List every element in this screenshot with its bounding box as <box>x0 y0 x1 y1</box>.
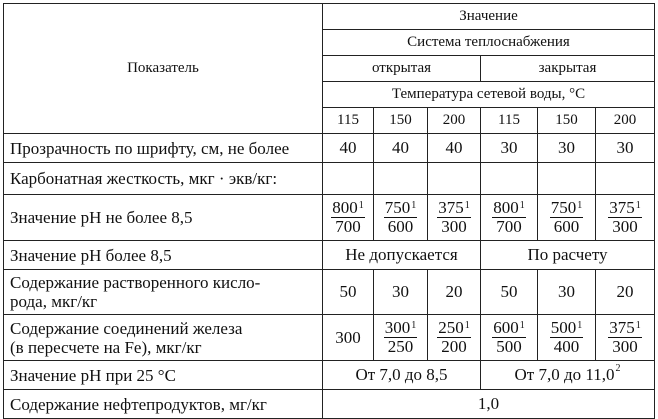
table-row-ph25 <box>4 361 655 390</box>
footnote-mark: 1 <box>519 200 525 211</box>
fraction-cell <box>374 315 428 361</box>
value-cell: 40 <box>323 134 374 163</box>
denominator: 300 <box>441 217 467 236</box>
table-row-carbonate <box>4 163 655 195</box>
numerator: 500 <box>550 318 577 337</box>
denominator: 500 <box>496 337 522 356</box>
value-cell: 50 <box>481 270 538 315</box>
header-row-1 <box>4 4 655 30</box>
row-label: Карбонатная жесткость, мкг · экв/кг: <box>4 163 323 195</box>
table-row-oil <box>4 390 655 419</box>
denominator: 300 <box>612 337 638 356</box>
open-system-header: открытая <box>323 56 481 82</box>
temp-cell: 150 <box>374 108 428 134</box>
numerator: 250 <box>438 318 464 337</box>
numerator: 375 <box>609 198 635 217</box>
fraction-cell <box>538 195 596 241</box>
value-cell: 30 <box>481 134 538 163</box>
temp-cell: 200 <box>596 108 655 134</box>
denominator: 300 <box>612 217 638 236</box>
temp-cell: 150 <box>538 108 596 134</box>
denominator: 200 <box>441 337 467 356</box>
temp-cell: 115 <box>481 108 538 134</box>
table-row-ph-low <box>4 195 655 241</box>
row-label: Значение рН более 8,5 <box>4 241 323 270</box>
numerator: 750 <box>384 198 411 217</box>
numerator: 800 <box>332 198 358 217</box>
row-label <box>4 315 323 361</box>
open-value-cell: Не допускается <box>323 241 481 270</box>
denominator: 700 <box>496 217 522 236</box>
denominator: 400 <box>553 337 580 356</box>
value-cell: 20 <box>596 270 655 315</box>
value-cell: 40 <box>428 134 481 163</box>
footnote-mark: 1 <box>577 320 583 331</box>
footnote-mark: 1 <box>635 320 641 331</box>
closed-value-cell: По расчету <box>481 241 655 270</box>
empty-cell <box>374 163 428 195</box>
fraction-cell <box>323 195 374 241</box>
fraction-cell <box>428 195 481 241</box>
value-cell: 300 <box>323 315 374 361</box>
footnote-mark: 1 <box>635 200 641 211</box>
empty-cell <box>323 163 374 195</box>
denominator: 700 <box>335 217 361 236</box>
row-label <box>4 270 323 315</box>
row-label-line: (в пересчете на Fe), мкг/кг <box>10 337 202 357</box>
value-cell: 30 <box>596 134 655 163</box>
footnote-mark: 1 <box>519 320 525 331</box>
footnote-mark: 1 <box>411 320 417 331</box>
value-cell: 40 <box>374 134 428 163</box>
closed-range: От 7,0 до 11,0 <box>514 365 615 384</box>
empty-cell <box>596 163 655 195</box>
footnote-mark: 1 <box>411 200 417 211</box>
indicator-header: Показатель <box>4 4 323 134</box>
denominator: 600 <box>553 217 580 236</box>
numerator: 600 <box>493 318 519 337</box>
open-value-cell: От 7,0 до 8,5 <box>323 361 481 390</box>
footnote-mark: 2 <box>615 363 621 374</box>
value-cell: 30 <box>538 134 596 163</box>
footnote-mark: 1 <box>358 200 364 211</box>
footnote-mark: 1 <box>464 320 470 331</box>
value-cell: 30 <box>538 270 596 315</box>
closed-value-cell <box>481 361 655 390</box>
empty-cell <box>428 163 481 195</box>
empty-cell <box>481 163 538 195</box>
fraction-cell <box>374 195 428 241</box>
temp-cell: 115 <box>323 108 374 134</box>
footnote-mark: 1 <box>464 200 470 211</box>
fraction-cell <box>481 315 538 361</box>
row-label: Значение рН не более 8,5 <box>4 195 323 241</box>
value-cell: 30 <box>374 270 428 315</box>
fraction-cell <box>428 315 481 361</box>
numerator: 375 <box>438 198 464 217</box>
row-label: Содержание нефтепродуктов, мг/кг <box>4 390 323 419</box>
footnote-mark: 1 <box>577 200 583 211</box>
value-header: Значение <box>323 4 655 30</box>
value-cell: 50 <box>323 270 374 315</box>
row-label: Прозрачность по шрифту, см, не более <box>4 134 323 163</box>
fraction-cell <box>481 195 538 241</box>
table-row-ph-high <box>4 241 655 270</box>
fraction-cell <box>538 315 596 361</box>
empty-cell <box>538 163 596 195</box>
fraction-cell <box>596 315 655 361</box>
temp-cell: 200 <box>428 108 481 134</box>
numerator: 800 <box>493 198 519 217</box>
row-label-line: рода, мкг/кг <box>10 292 98 311</box>
table-row-transparency <box>4 134 655 163</box>
system-header: Система теплоснабжения <box>323 30 655 56</box>
water-quality-table <box>3 3 655 419</box>
denominator: 250 <box>387 337 414 356</box>
numerator: 750 <box>550 198 577 217</box>
denominator: 600 <box>387 217 414 236</box>
oil-value-cell: 1,0 <box>323 390 655 419</box>
value-cell: 20 <box>428 270 481 315</box>
row-label-line: Содержание соединений железа <box>10 318 243 338</box>
numerator: 375 <box>609 318 635 337</box>
row-label-line: Содержание растворенного кисло- <box>10 273 261 292</box>
fraction-cell <box>596 195 655 241</box>
row-label: Значение рН при 25 °С <box>4 361 323 390</box>
temperature-header: Температура сетевой воды, °С <box>323 82 655 108</box>
closed-system-header: закрытая <box>481 56 655 82</box>
table-row-oxygen <box>4 270 655 315</box>
table-row-iron <box>4 315 655 361</box>
numerator: 300 <box>384 318 411 337</box>
